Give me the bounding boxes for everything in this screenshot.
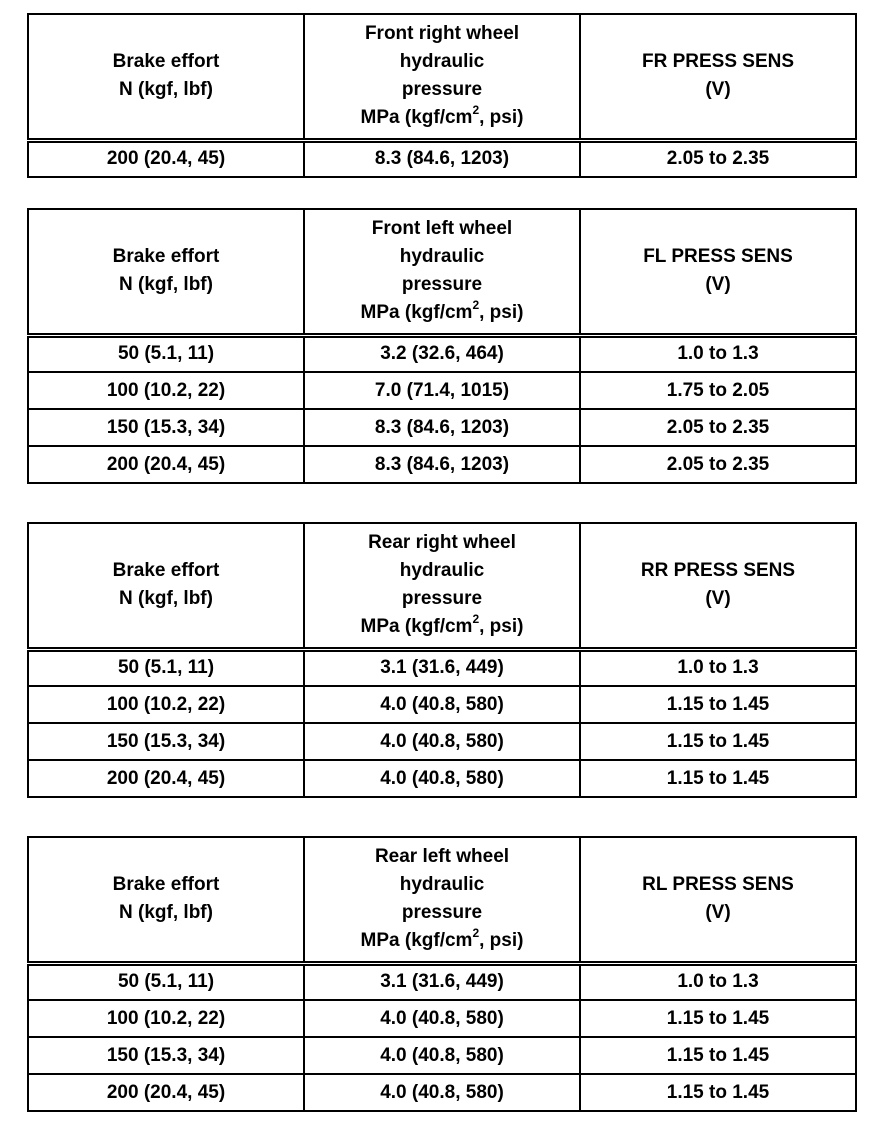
sensor-voltage-cell: 1.0 to 1.3 (580, 335, 856, 372)
brake-effort-cell: 150 (15.3, 34) (28, 1037, 304, 1074)
pressure-cell: 4.0 (40.8, 580) (304, 1000, 580, 1037)
sensor-voltage-cell: 1.15 to 1.45 (580, 1074, 856, 1111)
pressure-cell: 4.0 (40.8, 580) (304, 1037, 580, 1074)
brake-effort-cell: 150 (15.3, 34) (28, 723, 304, 760)
brake-effort-cell: 150 (15.3, 34) (28, 409, 304, 446)
brake-effort-cell: 100 (10.2, 22) (28, 372, 304, 409)
table-row (28, 1037, 856, 1074)
pressure-cell: 4.0 (40.8, 580) (304, 760, 580, 797)
brake-effort-cell: 200 (20.4, 45) (28, 1074, 304, 1111)
brake-effort-cell: 200 (20.4, 45) (28, 446, 304, 483)
table-row (28, 723, 856, 760)
sensor-voltage-cell: 1.15 to 1.45 (580, 686, 856, 723)
fl-pressure-table (27, 208, 857, 484)
rl-pressure-table (27, 836, 857, 1112)
table-row (28, 760, 856, 797)
brake-effort-cell: 200 (20.4, 45) (28, 140, 304, 177)
brake-effort-header: Brake effort N (kgf, lbf) (28, 523, 304, 649)
sensor-voltage-cell: 1.75 to 2.05 (580, 372, 856, 409)
table-row (28, 686, 856, 723)
table-row (28, 409, 856, 446)
table-header-row (28, 209, 856, 335)
pressure-unit: MPa ($kgf/cm^2$, psi) (360, 925, 524, 952)
table-row (28, 649, 856, 686)
sensor-voltage-cell: 2.05 to 2.35 (580, 446, 856, 483)
pressure-cell: 4.0 (40.8, 580) (304, 1074, 580, 1111)
table-row (28, 963, 856, 1000)
table-header-row (28, 837, 856, 963)
sensor-header: FL PRESS SENS (V) (580, 209, 856, 335)
pressure-cell: 3.1 (31.6, 449) (304, 963, 580, 1000)
pressure-cell: 3.2 (32.6, 464) (304, 335, 580, 372)
sensor-voltage-cell: 1.15 to 1.45 (580, 760, 856, 797)
brake-effort-cell: 50 (5.1, 11) (28, 335, 304, 372)
brake-effort-cell: 100 (10.2, 22) (28, 1000, 304, 1037)
wheel-pressure-header: Front right wheel hydraulic pressure MPa ($kgf/cm^2$, psi) (304, 14, 580, 140)
pressure-cell: 7.0 (71.4, 1015) (304, 372, 580, 409)
pressure-cell: 8.3 (84.6, 1203) (304, 446, 580, 483)
sensor-header: RR PRESS SENS (V) (580, 523, 856, 649)
pressure-cell: 3.1 (31.6, 449) (304, 649, 580, 686)
sensor-voltage-cell: 1.15 to 1.45 (580, 723, 856, 760)
table-header-row (28, 523, 856, 649)
sensor-header: FR PRESS SENS (V) (580, 14, 856, 140)
table-row (28, 1000, 856, 1037)
table-row (28, 372, 856, 409)
sensor-voltage-cell: 1.0 to 1.3 (580, 649, 856, 686)
sensor-voltage-cell: 1.0 to 1.3 (580, 963, 856, 1000)
sensor-voltage-cell: 2.05 to 2.35 (580, 409, 856, 446)
brake-effort-cell: 50 (5.1, 11) (28, 649, 304, 686)
pressure-unit: MPa ($kgf/cm^2$, psi) (360, 611, 524, 638)
pressure-cell: 8.3 (84.6, 1203) (304, 140, 580, 177)
pressure-cell: 8.3 (84.6, 1203) (304, 409, 580, 446)
table-row (28, 446, 856, 483)
table-row (28, 1074, 856, 1111)
brake-effort-header: Brake effort N (kgf, lbf) (28, 837, 304, 963)
sensor-voltage-cell: 1.15 to 1.45 (580, 1037, 856, 1074)
wheel-pressure-header: Rear left wheel hydraulic pressure MPa ($kgf/cm^2$, psi) (304, 837, 580, 963)
brake-effort-header: Brake effort N (kgf, lbf) (28, 14, 304, 140)
wheel-pressure-header: Front left wheel hydraulic pressure MPa ($kgf/cm^2$, psi) (304, 209, 580, 335)
wheel-pressure-header: Rear right wheel hydraulic pressure MPa ($kgf/cm^2$, psi) (304, 523, 580, 649)
pressure-unit: MPa ($kgf/cm^2$, psi) (360, 297, 524, 324)
brake-effort-cell: 50 (5.1, 11) (28, 963, 304, 1000)
table-row (28, 140, 856, 177)
sensor-voltage-cell: 2.05 to 2.35 (580, 140, 856, 177)
sensor-header: RL PRESS SENS (V) (580, 837, 856, 963)
brake-effort-cell: 100 (10.2, 22) (28, 686, 304, 723)
pressure-cell: 4.0 (40.8, 580) (304, 723, 580, 760)
pressure-unit: MPa ($kgf/cm^2$, psi) (360, 102, 524, 129)
brake-effort-header: Brake effort N (kgf, lbf) (28, 209, 304, 335)
sensor-voltage-cell: 1.15 to 1.45 (580, 1000, 856, 1037)
pressure-cell: 4.0 (40.8, 580) (304, 686, 580, 723)
table-row (28, 335, 856, 372)
rr-pressure-table (27, 522, 857, 798)
fr-pressure-table (27, 13, 857, 178)
brake-effort-cell: 200 (20.4, 45) (28, 760, 304, 797)
table-header-row (28, 14, 856, 140)
